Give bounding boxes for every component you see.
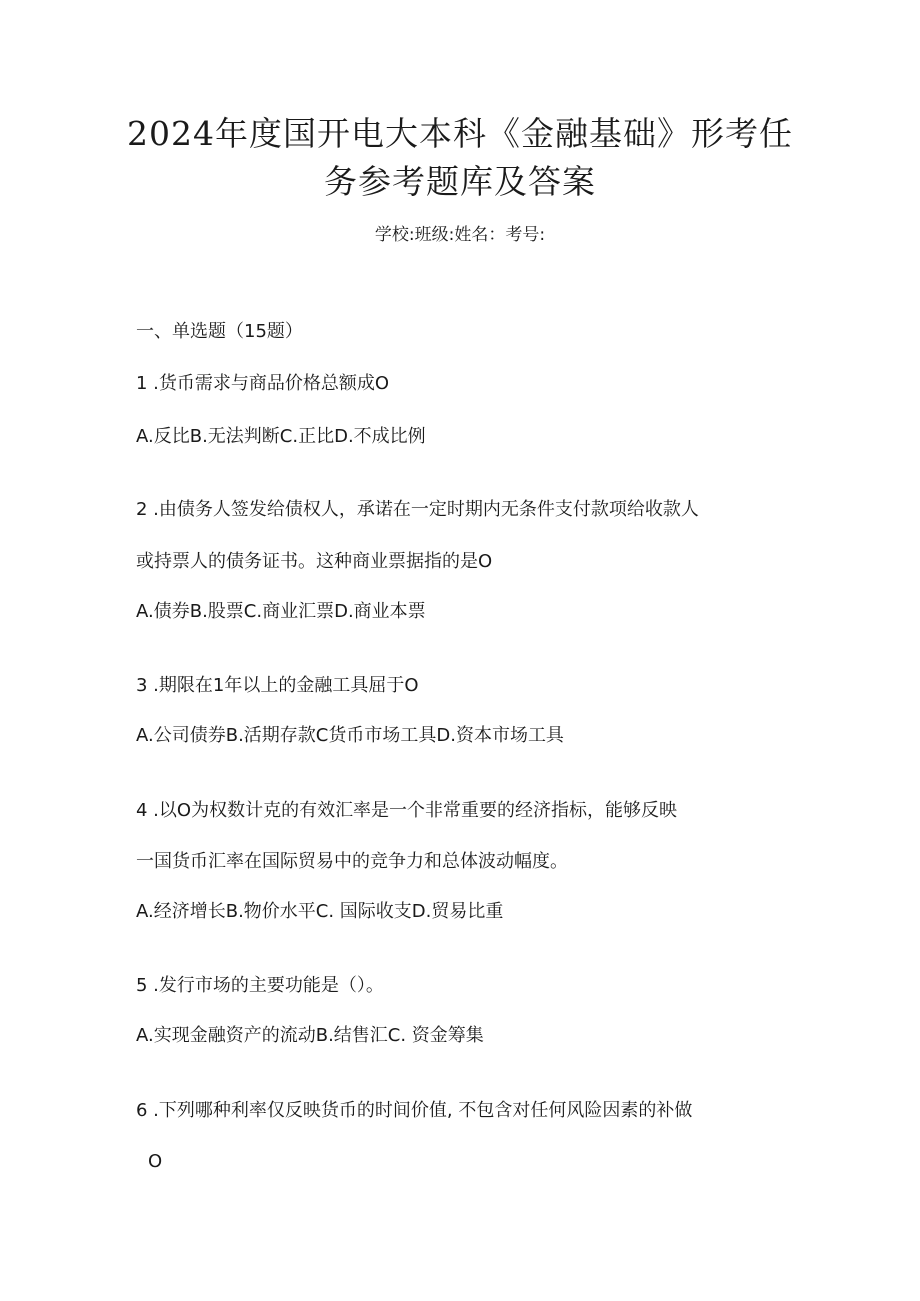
question-6-text-line-2: O (148, 1151, 163, 1172)
document-title-line-2: 务参考题库及答案 (324, 162, 596, 201)
question-2-options: A.债券B.股票C.商业汇票D.商业本票 (136, 601, 426, 622)
question-3-text: 3 .期限在1年以上的金融工具屈于O (136, 675, 419, 696)
section-heading: 一、单选题（15题） (136, 321, 303, 342)
question-5-options: A.实现金融资产的流动B.结售汇C. 资金筹集 (136, 1025, 484, 1046)
student-info-line: 学校:班级:姓名：考号: (374, 225, 546, 245)
question-3-options: A.公司债券B.活期存款C货币市场工具D.资本市场工具 (136, 725, 564, 746)
question-5-text: 5 .发行市场的主要功能是（）。 (136, 975, 384, 996)
question-4-text-line-1: 4 .以O为权数计克的有效汇率是一个非常重要的经济指标，能够反映 (136, 800, 678, 821)
question-6-text-line-1: 6 .下列哪种利率仅反映货币的时间价值, 不包含对任何风险因素的补做 (136, 1100, 693, 1121)
question-4-text-line-2: 一国货币汇率在国际贸易中的竞争力和总体波动幅度。 (136, 851, 568, 872)
question-2-text-line-2: 或持票人的债务证书。这种商业票据指的是O (136, 551, 493, 572)
question-1-text: 1 .货币需求与商品价格总额成O (136, 373, 390, 394)
question-4-options: A.经济增长B.物价水平C. 国际收支D.贸易比重 (136, 901, 504, 922)
document-title-line-1: 2024年度国开电大本科《金融基础》形考任 (127, 114, 793, 153)
question-2-text-line-1: 2 .由债务人签发给债权人，承诺在一定时期内无条件支付款项给收款人 (136, 499, 699, 520)
question-1-options: A.反比B.无法判断C.正比D.不成比例 (136, 426, 426, 447)
